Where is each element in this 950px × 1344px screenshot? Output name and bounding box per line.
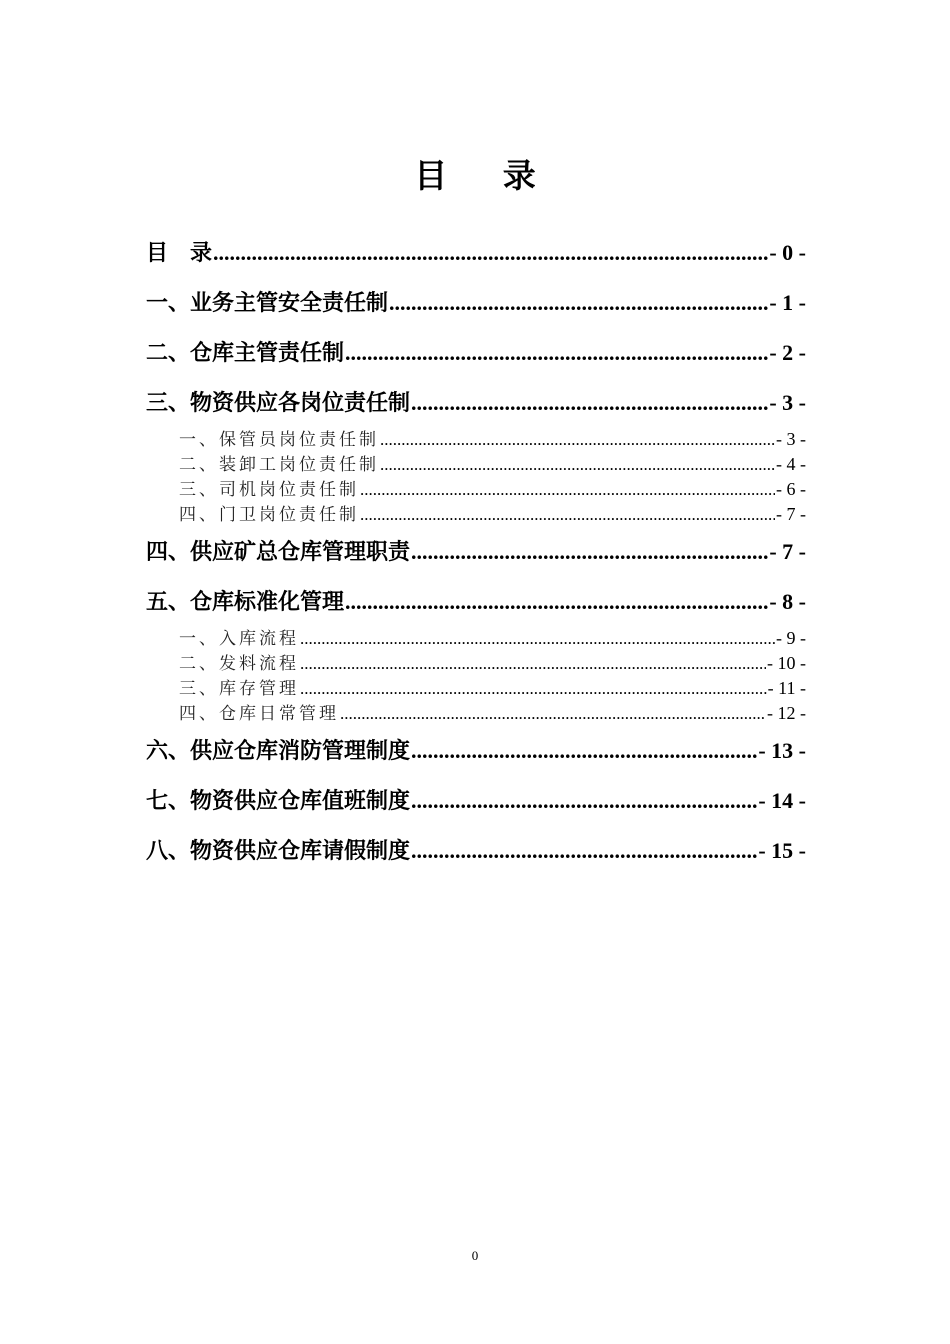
toc-entry-text: 八、物资供应仓库请假制度 (146, 839, 411, 864)
toc-entry-text: 目 录 (146, 241, 213, 266)
toc-entry-text: 五、仓库标准化管理 (146, 590, 345, 615)
toc-entry[interactable] (146, 536, 806, 568)
toc-subentry-text: 四、门卫岗位责任制 (179, 505, 359, 525)
toc-subentry[interactable] (146, 701, 806, 725)
page-number: 0 (471, 1248, 479, 1263)
toc-leader-dots (300, 627, 775, 651)
toc-leader-dots (340, 702, 766, 726)
toc-entry[interactable] (146, 586, 806, 618)
toc-subentry-page: - 4 - (776, 454, 806, 474)
toc-leader-dots (345, 586, 768, 618)
toc-subentry[interactable] (146, 502, 806, 526)
toc-entry[interactable] (146, 387, 806, 419)
toc-entry[interactable] (146, 735, 806, 767)
toc-entry-text: 四、供应矿总仓库管理职责 (146, 540, 411, 565)
toc-leader-dots (360, 478, 775, 502)
toc-subentry[interactable] (146, 477, 806, 501)
toc-subentry-page: - 12 - (767, 703, 806, 723)
toc-subentry-text: 一、入库流程 (179, 629, 299, 649)
toc-subentry-page: - 7 - (776, 504, 806, 524)
toc-leader-dots (411, 835, 757, 867)
toc-entry-page: - 2 - (769, 340, 806, 365)
toc-subentry[interactable] (146, 626, 806, 650)
toc-leader-dots (389, 287, 768, 319)
toc-entry-page: - 8 - (769, 589, 806, 614)
toc-entry[interactable] (146, 237, 806, 269)
toc-subentry-page: - 6 - (776, 479, 806, 499)
toc-entry-page: - 3 - (769, 390, 806, 415)
toc-leader-dots (345, 337, 768, 369)
toc-leader-dots (300, 677, 767, 701)
toc-subentry[interactable] (146, 676, 806, 700)
toc-leader-dots (411, 785, 757, 817)
toc-title: 目 录 (414, 156, 558, 195)
toc-subentry-page: - 9 - (776, 628, 806, 648)
toc-entry[interactable] (146, 835, 806, 867)
toc-leader-dots (380, 453, 775, 477)
toc-subentry-text: 三、司机岗位责任制 (179, 480, 359, 500)
toc-entry[interactable] (146, 785, 806, 817)
toc-entry-page: - 15 - (758, 838, 806, 863)
toc-entry-page: - 7 - (769, 539, 806, 564)
toc-leader-dots (360, 503, 775, 527)
toc-subentry-text: 三、库存管理 (179, 679, 299, 699)
toc-entry-page: - 14 - (758, 788, 806, 813)
toc-subentry-page: - 11 - (767, 678, 806, 698)
toc-subentry-page: - 10 - (767, 653, 806, 673)
toc-subentry-page: - 3 - (776, 429, 806, 449)
toc-entry-text: 一、业务主管安全责任制 (146, 291, 389, 316)
toc-entry-page: - 13 - (758, 738, 806, 763)
toc-subentry-text: 二、装卸工岗位责任制 (179, 455, 379, 475)
toc-subentry-text: 一、保管员岗位责任制 (179, 430, 379, 450)
toc-leader-dots (300, 652, 766, 676)
toc-entry-page: - 0 - (769, 240, 806, 265)
toc-subentry-text: 四、仓库日常管理 (179, 704, 339, 724)
toc-entry-text: 六、供应仓库消防管理制度 (146, 739, 411, 764)
toc-entry[interactable] (146, 287, 806, 319)
toc-leader-dots (213, 237, 768, 269)
toc-leader-dots (411, 387, 768, 419)
toc-subentry[interactable] (146, 452, 806, 476)
toc-entry-text: 二、仓库主管责任制 (146, 341, 345, 366)
toc-entry-text: 三、物资供应各岗位责任制 (146, 391, 411, 416)
toc-entry-text: 七、物资供应仓库值班制度 (146, 789, 411, 814)
toc-leader-dots (411, 536, 768, 568)
toc-leader-dots (380, 428, 775, 452)
toc-entry-page: - 1 - (769, 290, 806, 315)
toc-subentry[interactable] (146, 427, 806, 451)
toc-subentry-text: 二、发料流程 (179, 654, 299, 674)
toc-subentry[interactable] (146, 651, 806, 675)
toc-entry[interactable] (146, 337, 806, 369)
toc-leader-dots (411, 735, 757, 767)
